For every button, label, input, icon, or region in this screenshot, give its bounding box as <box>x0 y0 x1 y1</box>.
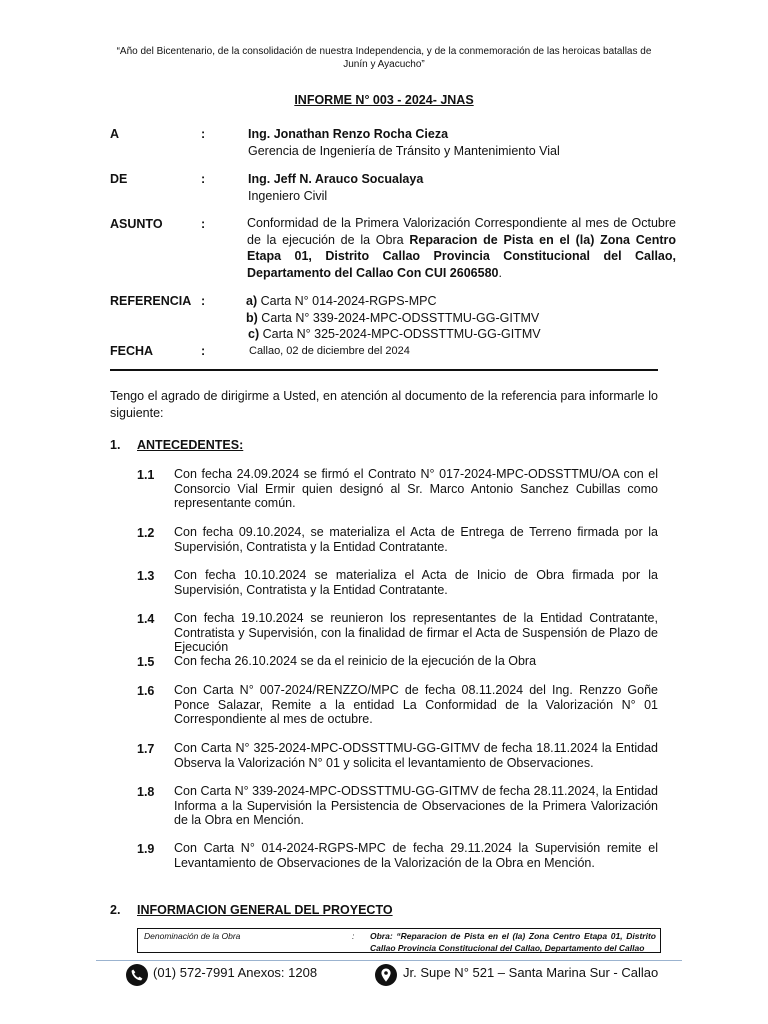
item-text: Con fecha 10.10.2024 se materializa el Acta de Inicio de Obra firmada por la Supervisión, Contratista y la Entidad Contratante. <box>174 568 658 597</box>
project-row-label: Denominación de la Obra <box>144 931 241 941</box>
project-row-colon: : <box>352 931 355 941</box>
item-number: 1.3 <box>137 569 155 583</box>
item-number: 1.9 <box>137 842 155 856</box>
section-1-number: 1. <box>110 438 121 452</box>
field-a-value <box>248 126 560 159</box>
field-de-value <box>248 171 423 204</box>
item-number: 1.2 <box>137 526 155 540</box>
item-number: 1.6 <box>137 684 155 698</box>
referencia-text: Carta N° 014-2024-RGPS-MPC <box>260 294 437 308</box>
asunto-text-bold: Reparacion de Pista en el (la) Zona Centro Etapa 01, Distrito Callao Provincia Constitucional del Callao, Departamento del Callao Con CUI 2606580 <box>247 232 676 280</box>
item-number: 1.7 <box>137 742 155 756</box>
footer-divider <box>96 960 682 961</box>
referencia-letter: a) <box>246 294 258 308</box>
sender-role: Ingeniero Civil <box>248 188 328 203</box>
section-2-number: 2. <box>110 903 121 917</box>
section-2-title: INFORMACION GENERAL DEL PROYECTO <box>137 903 393 917</box>
item-text: Con Carta N° 339-2024-MPC-ODSSTTMU-GG-GITMV de fecha 28.11.2024, la Entidad Informa a la Supervisión la Persistencia de Observaciones de la Primera Valorización de la Obra en Mención. <box>174 784 658 827</box>
referencia-item <box>246 293 541 310</box>
item-number: 1.8 <box>137 785 155 799</box>
project-row-value: Obra: “Reparacion de Pista en el (la) Zona Centro Etapa 01, Distrito Callao Provincia Constitucional del Callao, Departamento del Callao <box>370 931 656 953</box>
item-text: Con Carta N° 325-2024-MPC-ODSSTTMU-GG-GITMV de fecha 18.11.2024 la Entidad Observa la Valorización N° 01 y solicita el levantamiento de Observaciones. <box>174 741 658 770</box>
asunto-text-start: Conformidad de la Primera Valorización Correspondiente al mes de Octubre de la ejecución de la Obra <box>247 216 676 247</box>
fecha-value: Callao, 02 de diciembre del 2024 <box>249 345 410 357</box>
item-text: Con fecha 19.10.2024 se reunieron los representantes de la Entidad Contratante, Contratista y Supervisión, con la finalidad de firmar el Acta de Suspensión de Plazo de Ejecución <box>174 611 658 654</box>
referencia-text: Carta N° 339-2024-MPC-ODSSTTMU-GG-GITMV <box>261 310 540 325</box>
field-de-label: DE <box>110 172 128 186</box>
asunto-text-end: . <box>498 265 502 280</box>
field-a-label: A <box>110 127 120 141</box>
field-referencia-colon: : <box>201 294 206 308</box>
referencia-letter: b) <box>246 310 258 325</box>
referencia-letter: c) <box>248 327 260 341</box>
item-number: 1.4 <box>137 612 155 626</box>
recipient-name: Ing. Jonathan Renzo Rocha Cieza <box>248 127 449 141</box>
referencia-list <box>246 293 541 343</box>
report-title: INFORME N° 003 - 2024- JNAS <box>294 93 474 107</box>
field-asunto-colon: : <box>201 217 206 231</box>
item-number: 1.5 <box>137 655 155 669</box>
intro-paragraph: Tengo el agrado de dirigirme a Usted, en atención al documento de la referencia para informarle lo siguiente: <box>110 389 658 420</box>
field-de-colon: : <box>201 172 206 186</box>
referencia-text: Carta N° 325-2024-MPC-ODSSTTMU-GG-GITMV <box>262 327 541 341</box>
item-text: Con fecha 24.09.2024 se firmó el Contrato N° 017-2024-MPC-ODSSTTMU/OA con el Consorcio Vial Ermir quien designó al Sr. Marco Antonio Sanchez Cubillas como representante común. <box>174 467 658 510</box>
header-divider <box>110 369 658 371</box>
recipient-role: Gerencia de Ingeniería de Tránsito y Mantenimiento Vial <box>248 143 560 158</box>
item-text: Con fecha 09.10.2024, se materializa el Acta de Entrega de Terreno firmada por la Supervisión, Contratista y la Entidad Contratante. <box>174 525 658 554</box>
field-fecha-label: FECHA <box>110 344 154 358</box>
motto-header: “Año del Bicentenario, de la consolidación de nuestra Independencia, y de la conmemoración de las heroicas batallas de Junín y Ayacucho” <box>116 46 652 70</box>
field-asunto-label: ASUNTO <box>110 217 163 231</box>
footer-address: Jr. Supe N° 521 – Santa Marina Sur - Callao <box>403 965 659 980</box>
referencia-item <box>246 326 541 343</box>
referencia-item <box>246 310 541 327</box>
field-referencia-label: REFERENCIA <box>110 294 192 308</box>
project-info-table <box>137 928 661 953</box>
sender-name: Ing. Jeff N. Arauco Socualaya <box>248 172 424 186</box>
field-a-colon: : <box>201 127 206 141</box>
item-text: Con Carta N° 014-2024-RGPS-MPC de fecha 29.11.2024 la Supervisión remite el Levantamiento de Observaciones de la Valorización de la Obra en Mención. <box>174 841 658 870</box>
item-text: Con fecha 26.10.2024 se da el reinicio de la ejecución de la Obra <box>174 654 537 668</box>
field-asunto-value <box>247 215 676 281</box>
section-1-title: ANTECEDENTES: <box>137 438 244 452</box>
item-text: Con Carta N° 007-2024/RENZZO/MPC de fecha 08.11.2024 del Ing. Renzzo Goñe Ponce Salazar, Remite a la entidad La Conformidad de la Valorización N° 01 Correspondiente al mes de octubre. <box>174 683 658 726</box>
item-number: 1.1 <box>137 468 155 482</box>
field-fecha-colon: : <box>201 344 206 358</box>
footer-phone: (01) 572-7991 Anexos: 1208 <box>153 965 318 980</box>
location-pin-icon <box>375 964 397 986</box>
phone-icon <box>126 964 148 986</box>
